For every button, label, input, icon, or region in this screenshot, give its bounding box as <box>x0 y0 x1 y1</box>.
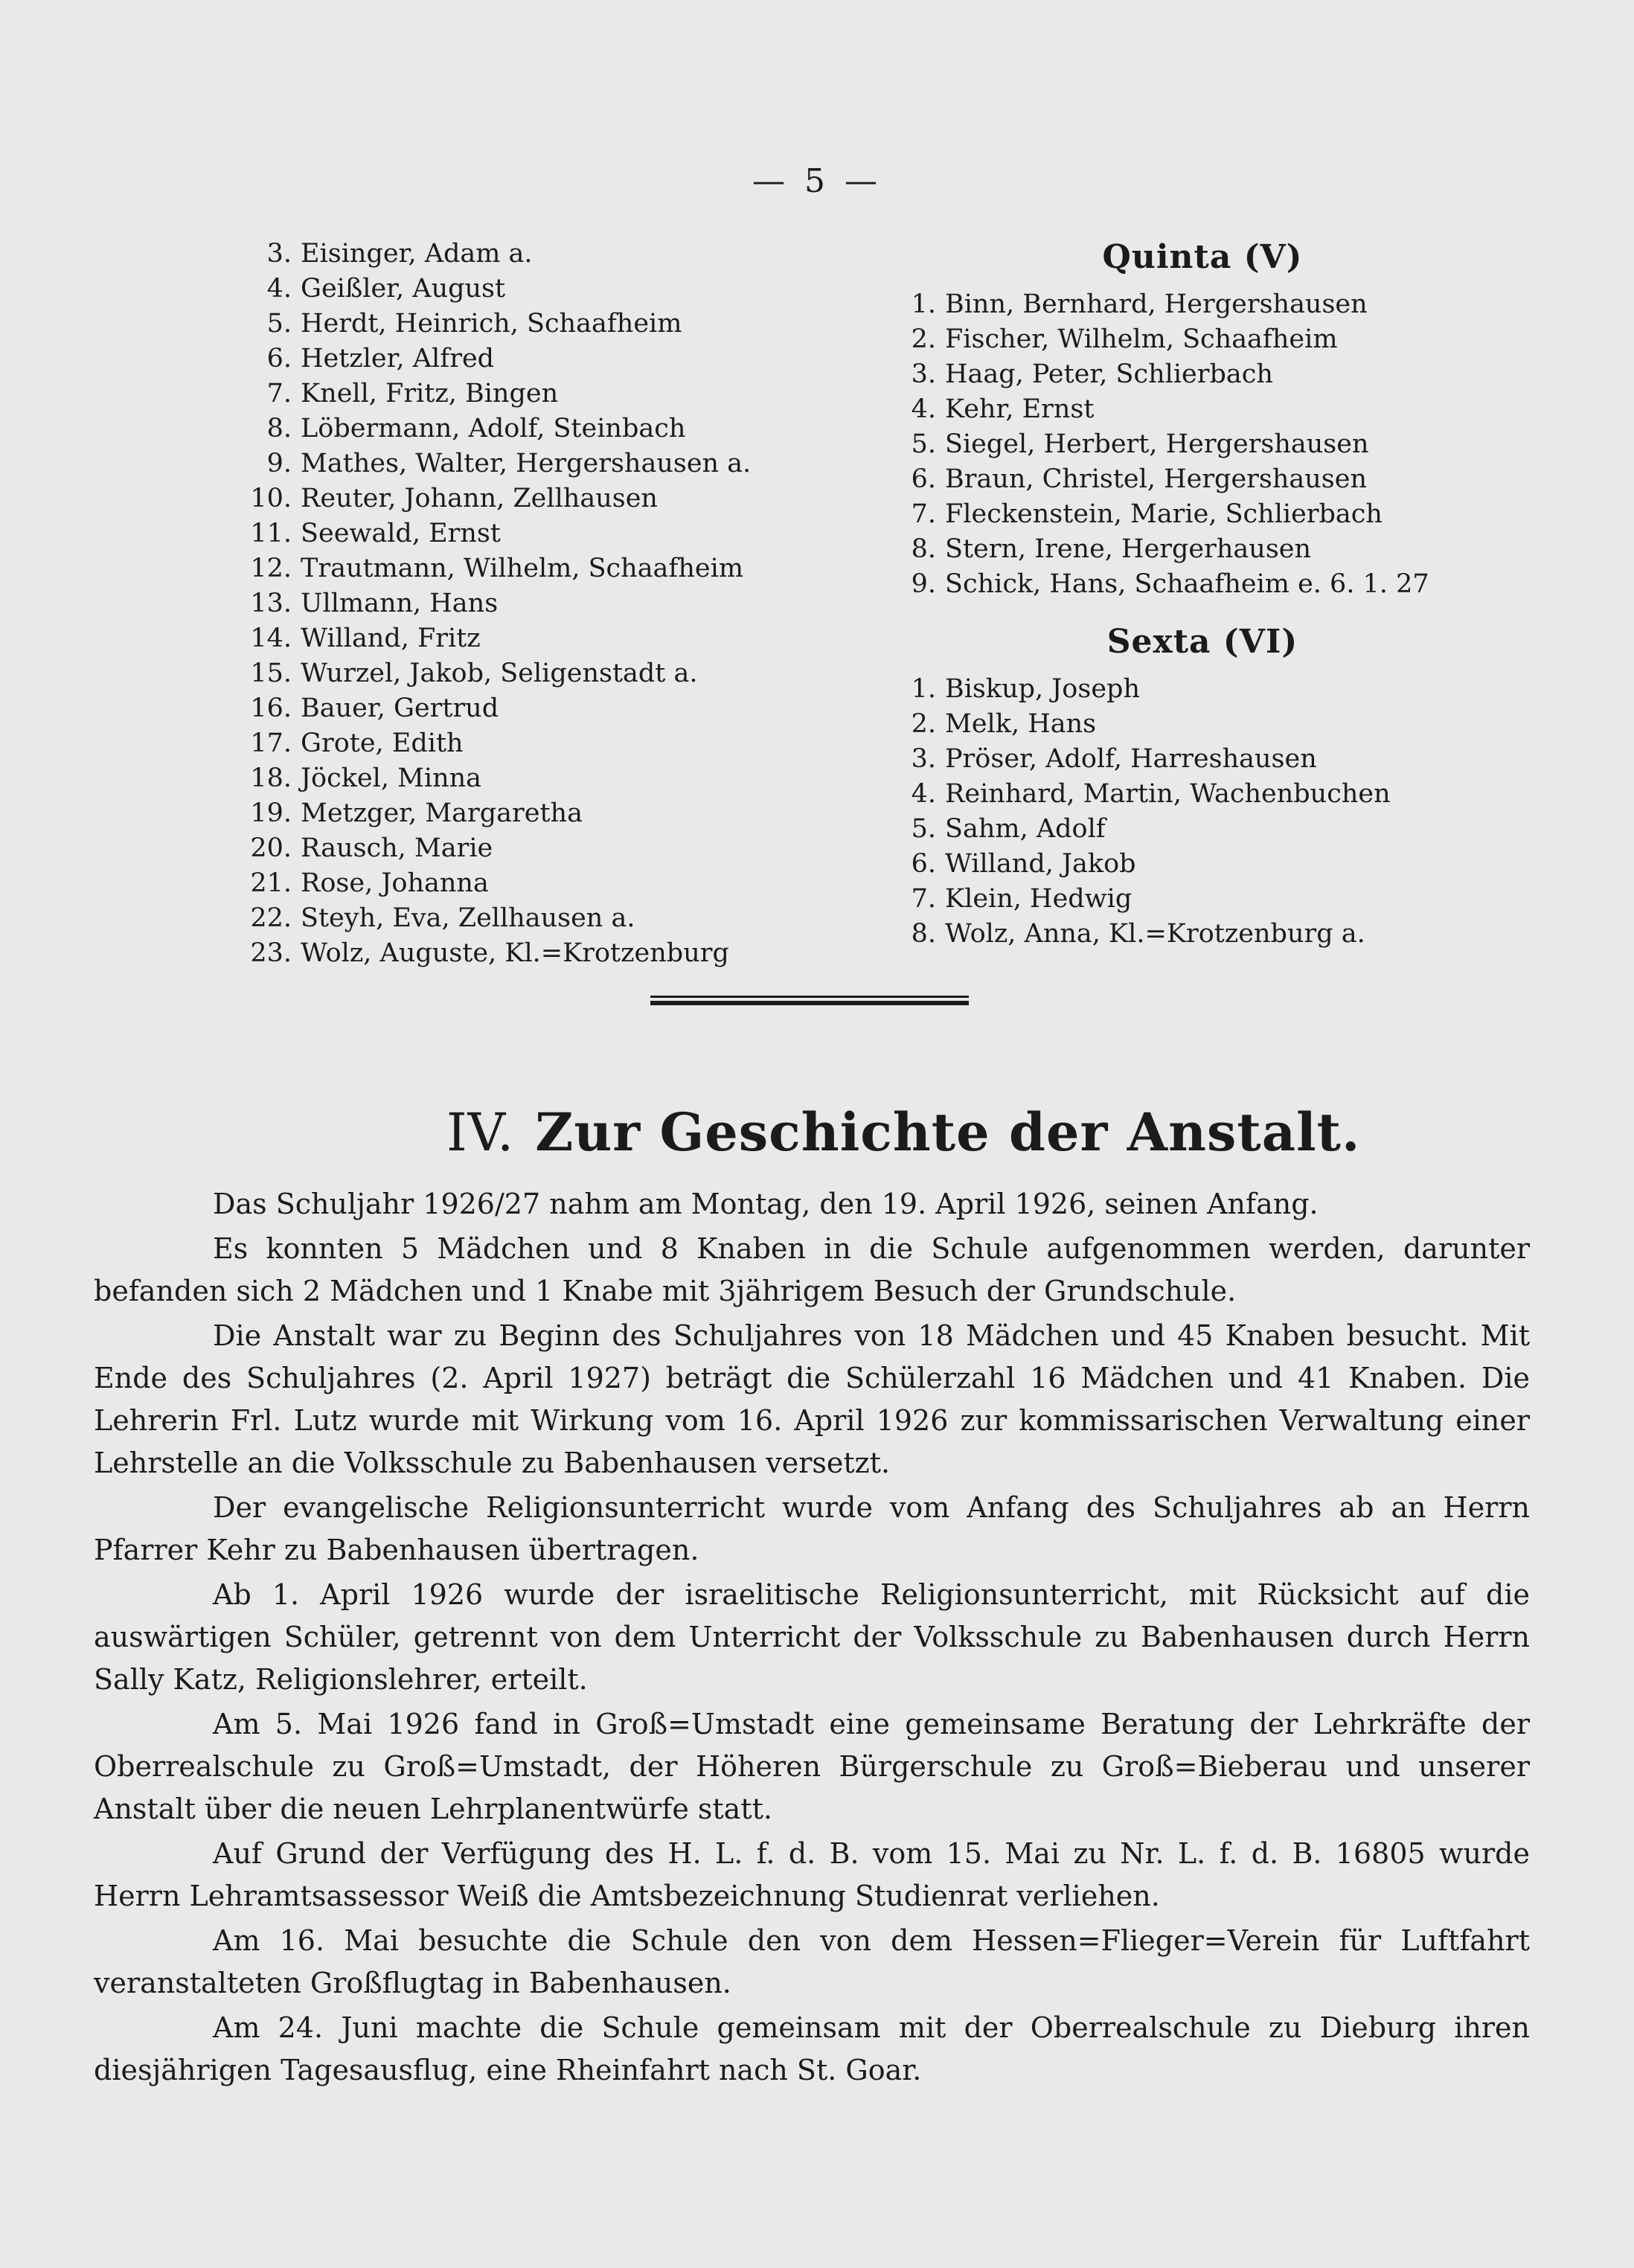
list-item <box>246 411 841 446</box>
list-item-name: Metzger, Margaretha <box>301 798 583 828</box>
list-item-name: Herdt, Heinrich, Schaafheim <box>301 309 682 339</box>
list-item-number: 7. <box>911 884 936 914</box>
list-item-number: 8. <box>266 414 292 443</box>
list-item-name: Schick, Hans, Schaafheim e. 6. 1. 27 <box>945 569 1429 599</box>
list-item <box>890 322 1515 357</box>
sexta-list <box>890 672 1515 952</box>
list-item-name: Fischer, Wilhelm, Schaafheim <box>945 324 1338 354</box>
list-item-number: 8. <box>911 534 936 564</box>
list-item <box>246 446 841 481</box>
list-item <box>246 342 841 377</box>
list-item <box>890 707 1515 742</box>
list-item <box>246 726 841 761</box>
list-item-name: Seewald, Ernst <box>301 519 501 548</box>
list-item <box>246 377 841 411</box>
list-item-number: 8. <box>911 919 936 949</box>
paragraph: Am 5. Mai 1926 fand in Groß=Umstadt eine gemeinsame Beratung der Lehrkräfte der Oberrealschule zu Groß=Umstadt, der Höheren Bürgerschule zu Groß=Bieberau und unserer Anstalt über die neuen Lehrplanentwürfe statt. <box>94 1708 1530 1825</box>
list-item-number: 3. <box>266 239 292 269</box>
list-item-name: Grote, Edith <box>301 728 464 758</box>
list-item-number: 4. <box>266 274 292 304</box>
list-item-name: Ullmann, Hans <box>301 589 499 618</box>
list-item-name: Rausch, Marie <box>301 833 493 863</box>
list-item-name: Trautmann, Wilhelm, Schaafheim <box>301 554 744 583</box>
list-item-number: 20. <box>250 833 292 863</box>
list-item <box>890 742 1515 777</box>
list-item-number: 7. <box>266 379 292 409</box>
list-item <box>246 481 841 516</box>
class-list-right <box>890 228 1515 952</box>
list-item-name: Siegel, Herbert, Hergershausen <box>945 429 1369 459</box>
list-item-name: Mathes, Walter, Hergershausen a. <box>301 449 752 478</box>
list-item-name: Wurzel, Jakob, Seligenstadt a. <box>301 659 698 688</box>
list-item <box>246 237 841 272</box>
list-item-number: 16. <box>250 693 292 723</box>
list-item-name: Eisinger, Adam a. <box>301 239 533 269</box>
list-item <box>890 847 1515 882</box>
list-item-name: Haag, Peter, Schlierbach <box>945 359 1273 389</box>
list-item-number: 18. <box>250 763 292 793</box>
paragraph: Am 24. Juni machte die Schule gemeinsam mit der Oberrealschule zu Dieburg ihren diesjährigen Tagesausflug, eine Rheinfahrt nach St. Goar. <box>94 2011 1530 2086</box>
list-item <box>246 901 841 936</box>
list-item-number: 9. <box>911 569 936 599</box>
list-item-name: Rose, Johanna <box>301 868 489 898</box>
class-list-left <box>246 237 841 971</box>
list-item-number: 2. <box>911 709 936 739</box>
paragraph: Der evangelische Religionsunterricht wurde vom Anfang des Schuljahres ab an Herrn Pfarrer Kehr zu Babenhausen übertragen. <box>94 1491 1530 1566</box>
list-item <box>246 866 841 901</box>
list-item-number: 6. <box>911 849 936 879</box>
divider-thin-line <box>650 996 969 998</box>
list-item-name: Willand, Fritz <box>301 624 481 653</box>
section-heading <box>446 1101 1361 1163</box>
section-roman-numeral: IV. <box>446 1102 515 1163</box>
list-item-name: Löbermann, Adolf, Steinbach <box>301 414 686 443</box>
list-item <box>246 656 841 691</box>
list-item-name: Biskup, Joseph <box>945 674 1141 704</box>
list-item-name: Pröser, Adolf, Harreshausen <box>945 744 1317 774</box>
list-item-name: Knell, Fritz, Bingen <box>301 379 559 409</box>
list-item <box>890 392 1515 427</box>
list-item-number: 19. <box>250 798 292 828</box>
list-item-number: 6. <box>911 464 936 494</box>
list-item-number: 2. <box>911 324 936 354</box>
list-item-name: Sahm, Adolf <box>945 814 1106 844</box>
section-title-text: Zur Geschichte der Anstalt. <box>535 1101 1361 1163</box>
list-item-number: 5. <box>266 309 292 339</box>
list-item <box>246 516 841 551</box>
section-body <box>94 1183 1530 2094</box>
list-item-name: Geißler, August <box>301 274 506 304</box>
list-item-name: Fleckenstein, Marie, Schlierbach <box>945 499 1383 529</box>
list-item-number: 17. <box>250 728 292 758</box>
list-item-number: 1. <box>911 289 936 319</box>
list-item-number: 10. <box>250 484 292 513</box>
list-item <box>890 357 1515 392</box>
list-item-name: Wolz, Auguste, Kl.=Krotzenburg <box>301 938 729 968</box>
page-number: — 5 — <box>752 162 882 200</box>
list-item-number: 22. <box>250 903 292 933</box>
list-item-number: 5. <box>911 429 936 459</box>
list-item-number: 4. <box>911 394 936 424</box>
list-item-name: Melk, Hans <box>945 709 1097 739</box>
paragraph: Ab 1. April 1926 wurde der israelitische Religionsunterricht, mit Rücksicht auf die auswärtigen Schüler, getrennt von dem Unterricht der Volksschule zu Babenhausen durch Herrn Sally Katz, Religionslehrer, erteilt. <box>94 1578 1530 1696</box>
paragraph: Die Anstalt war zu Beginn des Schuljahres von 18 Mädchen und 45 Knaben besucht. Mit Ende des Schuljahres (2. April 1927) beträgt die Schülerzahl 16 Mädchen und 41 Knaben. Die Lehrerin Frl. Lutz wurde mit Wirkung vom 16. April 1926 zur kommissarischen Verwaltung einer Lehrstelle an die Volksschule zu Babenhausen versetzt. <box>94 1319 1530 1479</box>
list-item-number: 15. <box>250 659 292 688</box>
divider-thick-line <box>650 1001 969 1005</box>
list-item <box>890 882 1515 917</box>
list-item-name: Klein, Hedwig <box>945 884 1132 914</box>
list-item <box>246 936 841 971</box>
list-item <box>890 567 1515 602</box>
sexta-heading: Sexta (VI) <box>1106 623 1298 661</box>
list-item <box>246 551 841 586</box>
list-item <box>890 812 1515 847</box>
list-item-number: 4. <box>911 779 936 809</box>
list-item <box>890 917 1515 952</box>
list-item-name: Hetzler, Alfred <box>301 344 495 374</box>
list-item-name: Braun, Christel, Hergershausen <box>945 464 1368 494</box>
list-item-number: 12. <box>250 554 292 583</box>
list-item-name: Jöckel, Minna <box>301 763 482 793</box>
list-item <box>890 427 1515 462</box>
list-item-name: Willand, Jakob <box>945 849 1136 879</box>
list-item <box>890 532 1515 567</box>
quinta-list <box>890 287 1515 602</box>
list-item <box>246 307 841 342</box>
list-item-name: Binn, Bernhard, Hergershausen <box>945 289 1368 319</box>
list-item <box>890 497 1515 532</box>
list-item-name: Reuter, Johann, Zellhausen <box>301 484 658 513</box>
list-item <box>246 796 841 831</box>
list-item-number: 6. <box>266 344 292 374</box>
list-item <box>246 621 841 656</box>
list-item-number: 3. <box>911 744 936 774</box>
list-item-number: 14. <box>250 624 292 653</box>
list-item-number: 11. <box>250 519 292 548</box>
list-item-number: 9. <box>266 449 292 478</box>
paragraph: Es konnten 5 Mädchen und 8 Knaben in die Schule aufgenommen werden, darunter befanden sich 2 Mädchen und 1 Knabe mit 3jährigem Besuch der Grundschule. <box>94 1232 1530 1307</box>
list-item <box>246 272 841 307</box>
list-item <box>246 586 841 621</box>
list-item-name: Kehr, Ernst <box>945 394 1095 424</box>
list-item-name: Bauer, Gertrud <box>301 693 499 723</box>
section-divider <box>650 996 969 1005</box>
list-item-number: 13. <box>250 589 292 618</box>
list-item-name: Stern, Irene, Hergerhausen <box>945 534 1312 564</box>
list-item <box>246 761 841 796</box>
list-item <box>246 831 841 866</box>
list-item <box>890 777 1515 812</box>
list-item <box>890 287 1515 322</box>
paragraph: Am 16. Mai besuchte die Schule den von dem Hessen=Flieger=Verein für Luftfahrt veranstalteten Großflugtag in Babenhausen. <box>94 1924 1530 1999</box>
list-item <box>246 691 841 726</box>
list-item-number: 5. <box>911 814 936 844</box>
paragraph: Auf Grund der Verfügung des H. L. f. d. B. vom 15. Mai zu Nr. L. f. d. B. 16805 wurde Herrn Lehramtsassessor Weiß die Amtsbezeichnung Studienrat verliehen. <box>94 1837 1530 1912</box>
list-item-number: 23. <box>250 938 292 968</box>
list-item-number: 21. <box>250 868 292 898</box>
list-item-number: 7. <box>911 499 936 529</box>
list-item-name: Steyh, Eva, Zellhausen a. <box>301 903 635 933</box>
list-item <box>890 462 1515 497</box>
list-item-number: 1. <box>911 674 936 704</box>
quinta-heading: Quinta (V) <box>1102 238 1303 276</box>
list-item <box>890 672 1515 707</box>
list-item-name: Reinhard, Martin, Wachenbuchen <box>945 779 1391 809</box>
list-item-number: 3. <box>911 359 936 389</box>
paragraph: Das Schuljahr 1926/27 nahm am Montag, den 19. April 1926, seinen Anfang. <box>213 1188 1319 1220</box>
list-item-name: Wolz, Anna, Kl.=Krotzenburg a. <box>945 919 1365 949</box>
